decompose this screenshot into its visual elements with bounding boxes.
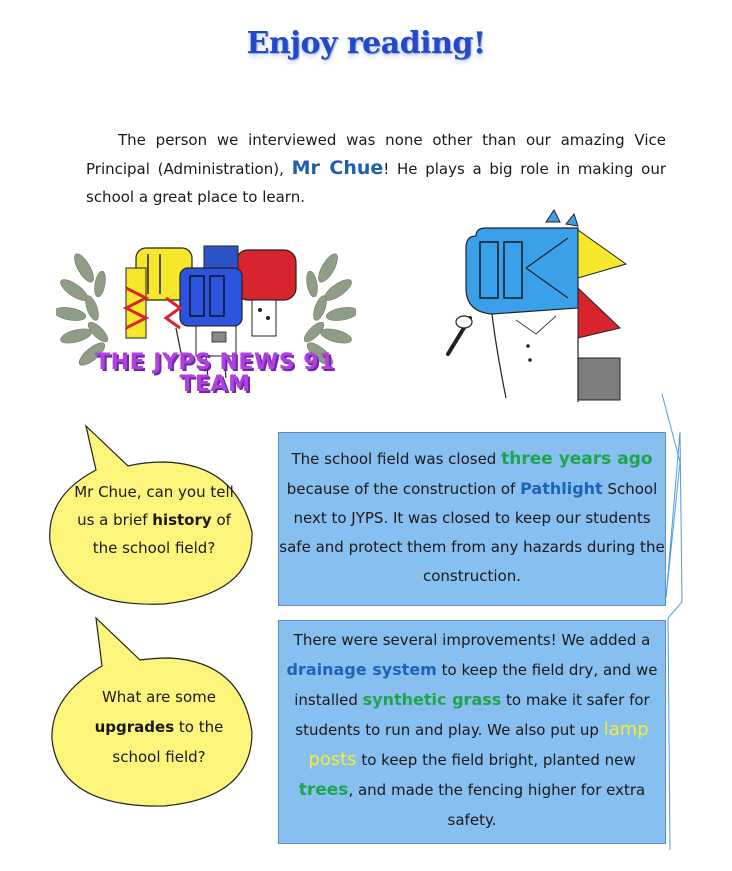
answer-2-text-e: , and made the fencing higher for extra safety. [348,781,646,829]
question-1-end: of the school field? [92,511,231,557]
answer-2-text-c: to make it safer for students to run and play. We also put up [295,691,650,739]
mr-chue-drawing [436,208,636,408]
answer-1-keyword-pathlight: Pathlight [520,479,603,498]
answer-2-keyword-drainage: drainage system [286,660,437,679]
intro-paragraph [86,126,666,211]
question-1 [74,478,234,562]
answer-2-keyword-grass: synthetic grass [362,690,502,709]
answer-2-box [278,620,666,844]
answer-2-text-b: to keep the field dry, and we installed [294,661,658,709]
team-logo-line1: THE JYPS NEWS 91 [95,350,335,375]
answer-1-box [278,432,666,606]
answer-2-keyword-trees: trees [298,780,349,800]
page-title: Enjoy reading! [246,26,486,61]
question-2-start: What are some [101,688,217,706]
question-2 [74,682,244,772]
intro-text-start: The person we interviewed was none other than our amazing Vice Principal (Administration), [86,131,666,178]
interviewee-name: Mr Chue [291,157,384,179]
question-2-keyword: upgrades [94,718,175,736]
answer-1-text-c: School next to JYPS. It was closed to keep our students safe and protect them from any hazards during the construction. [279,480,665,585]
team-logo-line2: TEAM [179,372,251,397]
answer-2-keyword-lamp: lamp posts [308,719,649,770]
intro-text-end: ! He plays a big role in making our school a great place to learn. [86,160,667,206]
answer-1-keyword-time: three years ago [501,449,653,469]
answer-1-text-a: The school field was closed [291,450,502,468]
question-2-end: to the school field? [112,718,224,766]
answer-1-text-b: because of the construction of [286,480,521,498]
team-logo-text [86,352,344,396]
answer-2-text-a: There were several improvements! We added a [293,631,651,649]
answer-2-text-d: to keep the field bright, planted new [356,751,636,769]
question-1-keyword: history [152,511,212,529]
question-1-start: Mr Chue, can you tell us a brief [74,483,234,529]
